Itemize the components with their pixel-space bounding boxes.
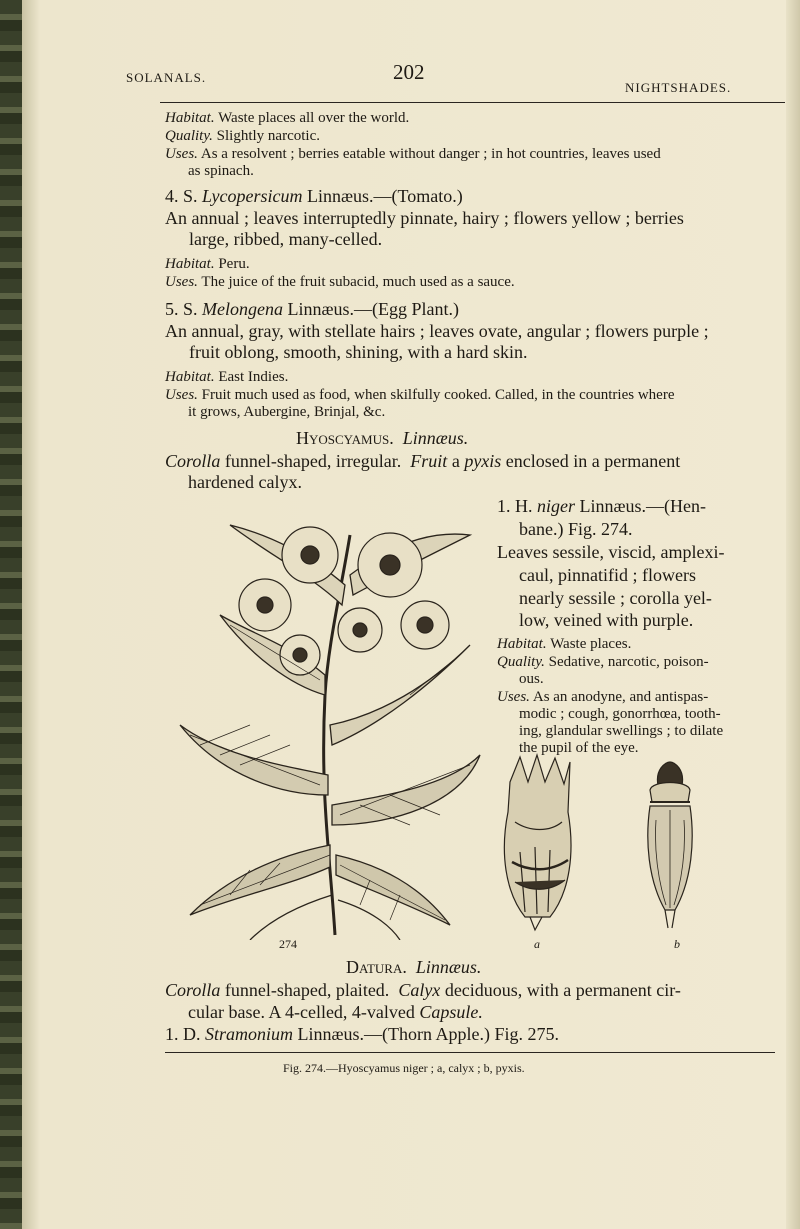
species-5-habitat [165, 369, 288, 386]
running-header-left: SOLANALS. [126, 70, 207, 85]
species-1-uses-line: modic ; cough, gonorrhœa, tooth- [519, 706, 721, 722]
fruit-label: Fruit [410, 451, 448, 471]
genus-author: Linnæus. [402, 428, 469, 448]
uses-text: Fruit much used as food, when skilfully cooked. Called, in the countries where [201, 387, 675, 403]
species-4-habitat [165, 256, 250, 273]
species-authority: Linnæus.—(Egg Plant.) [287, 299, 459, 319]
habitat-text: Waste places all over the world. [218, 110, 410, 126]
hyoscyamus-desc-1 [165, 451, 680, 472]
species-5-heading [165, 299, 459, 320]
species-name: Melongena [202, 299, 283, 319]
species-4-desc-1: An annual ; leaves interruptedly pinnate, hairy ; flowers yellow ; berries [165, 208, 684, 228]
species-1-uses-line: ing, glandular swellings ; to dilate [519, 723, 724, 739]
genus-heading-hyoscyamus [296, 428, 468, 449]
genus-author: Linnæus. [415, 957, 482, 977]
book-spine [0, 0, 22, 1229]
species-5-desc-2: fruit oblong, smooth, shining, with a hard skin. [189, 342, 528, 362]
species-4-heading [165, 186, 463, 207]
species-1-line: caul, pinnatifid ; flowers [519, 565, 696, 585]
calyx-label: Calyx [398, 980, 441, 1000]
pyxis-illustration [640, 760, 700, 932]
corolla-label: Corolla [165, 980, 221, 1000]
species-4-uses [165, 274, 515, 291]
species-5-uses [165, 387, 675, 404]
calyx-illustration [490, 752, 585, 932]
uses-line [165, 146, 661, 163]
quality-line [165, 128, 320, 145]
habitat-label: Habitat. [165, 110, 215, 126]
henbane-plant-illustration [160, 495, 500, 940]
corolla-text: funnel-shaped, irregular. [224, 451, 402, 471]
running-header-right: NIGHTSHADES. [625, 80, 732, 95]
habitat-label: Habitat. [165, 369, 215, 385]
caption-rule [165, 1052, 775, 1053]
uses-text: The juice of the fruit subacid, much used as a sauce. [201, 274, 515, 290]
species-authority: Linnæus.—(Thorn Apple.) Fig. 275. [297, 1024, 560, 1044]
datura-desc-2 [188, 1002, 483, 1023]
capsule-term: Capsule. [419, 1002, 483, 1022]
species-4-desc-2: large, ribbed, many-celled. [189, 229, 383, 249]
uses-label: Uses. [165, 274, 198, 290]
species-1-uses [497, 689, 708, 706]
genus-name: Hyoscyamus. [296, 428, 394, 448]
species-1-line: bane.) Fig. 274. [519, 519, 633, 539]
species-authority: Linnæus.—(Tomato.) [306, 186, 463, 206]
calyx-text: deciduous, with a permanent cir- [444, 980, 681, 1000]
corolla-label: Corolla [165, 451, 221, 471]
habitat-text: East Indies. [218, 369, 289, 385]
species-name: Lycopersicum [202, 186, 303, 206]
species-1-quality [497, 654, 709, 671]
figure-caption: Fig. 274.—Hyoscyamus niger ; a, calyx ; b, pyxis. [283, 1061, 525, 1075]
uses-text: As a resolvent ; berries eatable without danger ; in hot countries, leaves used [200, 146, 661, 162]
species-1-line: low, veined with purple. [519, 610, 694, 630]
datura-species-1 [165, 1024, 559, 1045]
figure-label-a: a [534, 937, 540, 951]
species-1-line: nearly sessile ; corolla yel- [519, 588, 712, 608]
species-number: 4. S. [165, 186, 198, 206]
species-1-line: Leaves sessile, viscid, amplexi- [497, 542, 725, 562]
habitat-text: Peru. [218, 256, 250, 272]
fruit-rest: enclosed in a permanent [505, 451, 681, 471]
species-1-uses-line: the pupil of the eye. [519, 740, 639, 756]
pyxis-term: pyxis [464, 451, 502, 471]
figure-number: 274 [279, 937, 297, 951]
page-number: 202 [393, 60, 425, 84]
habitat-label: Habitat. [497, 636, 547, 652]
fruit-text: a [451, 451, 460, 471]
figure-label-b: b [674, 937, 680, 951]
species-1-heading [497, 496, 706, 517]
header-rule [160, 102, 785, 103]
datura-desc-1 [165, 980, 681, 1001]
habitat-text: Waste places. [550, 636, 632, 652]
uses-label: Uses. [165, 387, 198, 403]
uses-label: Uses. [165, 146, 198, 162]
genus-name: Datura. [346, 957, 407, 977]
capsule-text: cular base. A 4-celled, 4-valved [188, 1002, 415, 1022]
corolla-text: funnel-shaped, plaited. [224, 980, 390, 1000]
habitat-label: Habitat. [165, 256, 215, 272]
species-name: Stramonium [205, 1024, 294, 1044]
species-name: niger [537, 496, 575, 516]
hyoscyamus-desc-2: hardened calyx. [188, 472, 302, 492]
species-5-desc-1: An annual, gray, with stellate hairs ; leaves ovate, angular ; flowers purple ; [165, 321, 709, 341]
genus-heading-datura [346, 957, 481, 978]
quality-text: Slightly narcotic. [216, 128, 320, 144]
species-number: 1. D. [165, 1024, 201, 1044]
uses-line-2: as spinach. [188, 163, 254, 179]
species-authority: Linnæus.—(Hen- [579, 496, 706, 516]
species-5-uses-2: it grows, Aubergine, Brinjal, &c. [188, 404, 386, 420]
species-1-quality-2: ous. [519, 671, 544, 687]
species-1-habitat [497, 636, 631, 653]
quality-label: Quality. [497, 654, 545, 670]
species-number: 1. H. [497, 496, 533, 516]
quality-text: Sedative, narcotic, poison- [548, 654, 709, 670]
uses-label: Uses. [497, 689, 530, 705]
habitat-line [165, 110, 409, 127]
species-number: 5. S. [165, 299, 198, 319]
quality-label: Quality. [165, 128, 213, 144]
uses-text: As an anodyne, and antispas- [532, 689, 709, 705]
page-edge [786, 0, 800, 1229]
